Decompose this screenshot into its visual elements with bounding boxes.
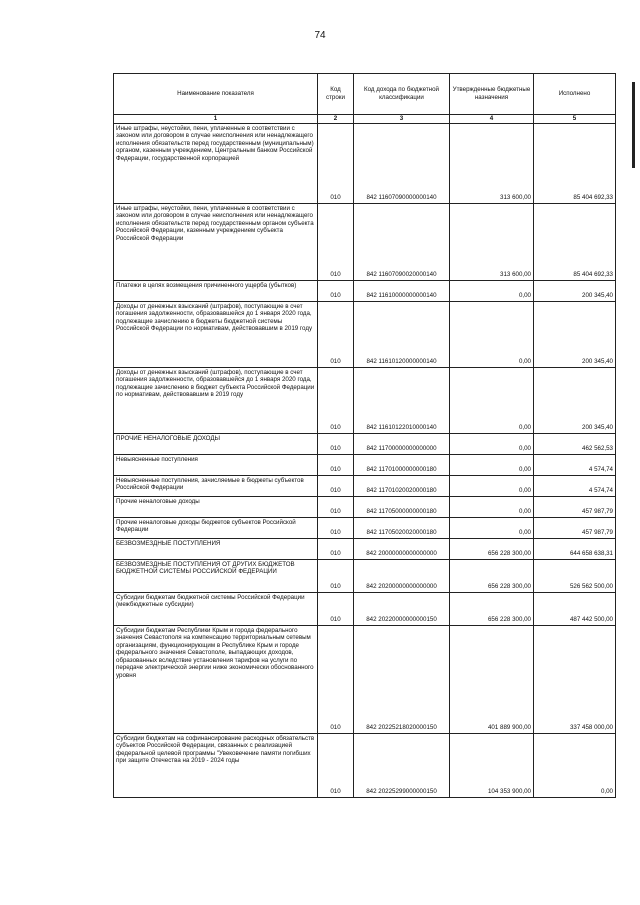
column-number: 4 [450,115,534,124]
row-executed: 487 442 500,00 [534,592,616,625]
row-executed: 200 345,40 [534,280,616,301]
row-kbk: 842 11705000000000180 [354,496,450,517]
table-row [114,433,616,454]
row-executed: 4 574,74 [534,475,616,496]
table-row [114,454,616,475]
column-number: 2 [318,115,354,124]
row-code: 010 [318,592,354,625]
table-header-row [114,74,616,115]
row-kbk: 842 11607090000000140 [354,123,450,203]
row-approved: 104 353 900,00 [450,733,534,797]
column-number: 1 [114,115,318,124]
row-code: 010 [318,625,354,733]
row-executed: 457 987,79 [534,496,616,517]
row-kbk: 842 20000000000000000 [354,538,450,559]
row-approved: 401 889 900,00 [450,625,534,733]
row-kbk: 842 11610122010000140 [354,367,450,433]
row-approved: 656 228 300,00 [450,592,534,625]
revenue-report-table [113,73,616,798]
row-name: ПРОЧИЕ НЕНАЛОГОВЫЕ ДОХОДЫ [114,433,318,454]
row-code: 010 [318,517,354,538]
row-name: Субсидии бюджетам Республики Крым и города федерального значения Севастополя на компенсацию территориальным сетевым организациям, функционирующим в Республике Крым и городе федерального значения Севастополе, выпадающих доходов, образованных вследствие установления тарифов на услуги по передаче электрической энергии ниже экономически обоснованного уровня [114,625,318,733]
row-approved: 0,00 [450,280,534,301]
row-approved: 313 600,00 [450,123,534,203]
header-executed: Исполнено [534,74,616,115]
row-name: Прочие неналоговые доходы бюджетов субъектов Российской Федерации [114,517,318,538]
row-approved: 656 228 300,00 [450,538,534,559]
row-executed: 526 562 500,00 [534,559,616,592]
table-row [114,733,616,797]
row-code: 010 [318,280,354,301]
row-code: 010 [318,123,354,203]
row-code: 010 [318,475,354,496]
row-kbk: 842 11701020020000180 [354,475,450,496]
table-row [114,625,616,733]
row-kbk: 842 11705020020000180 [354,517,450,538]
row-name: Субсидии бюджетам на софинансирование расходных обязательств субъектов Российской Федерации, связанных с реализацией федеральной целевой программы "Увековечение памяти погибших при защите Отечества на 2019 - 2024 годы [114,733,318,797]
row-name: Прочие неналоговые доходы [114,496,318,517]
table-row [114,367,616,433]
row-approved: 0,00 [450,367,534,433]
row-kbk: 842 11610120000000140 [354,301,450,367]
column-number-row [114,115,616,124]
row-approved: 0,00 [450,475,534,496]
row-approved: 0,00 [450,301,534,367]
row-name: БЕЗВОЗМЕЗДНЫЕ ПОСТУПЛЕНИЯ ОТ ДРУГИХ БЮДЖЕТОВ БЮДЖЕТНОЙ СИСТЕМЫ РОССИЙСКОЙ ФЕДЕРАЦИИ [114,559,318,592]
row-executed: 337 458 000,00 [534,625,616,733]
row-kbk: 842 20225218020000150 [354,625,450,733]
row-name: БЕЗВОЗМЕЗДНЫЕ ПОСТУПЛЕНИЯ [114,538,318,559]
row-code: 010 [318,301,354,367]
table-row [114,203,616,280]
row-name: Иные штрафы, неустойки, пени, уплаченные в соответствии с законом или договором в случае неисполнения или ненадлежащего исполнения обязательств перед государственным (муниципальным) органом, казенным учреждением, Центральным банком Российской Федерации, государственной корпорацией [114,123,318,203]
row-executed: 457 987,79 [534,517,616,538]
row-approved: 313 600,00 [450,203,534,280]
row-kbk: 842 20225299000000150 [354,733,450,797]
row-code: 010 [318,367,354,433]
row-executed: 0,00 [534,733,616,797]
row-code: 010 [318,496,354,517]
header-kbk: Код дохода по бюджетной классификации [354,74,450,115]
row-executed: 200 345,40 [534,301,616,367]
row-kbk: 842 20220000000000150 [354,592,450,625]
row-executed: 462 562,53 [534,433,616,454]
header-code: Код строки [318,74,354,115]
row-executed: 644 658 638,31 [534,538,616,559]
row-kbk: 842 11610000000000140 [354,280,450,301]
row-approved: 656 228 300,00 [450,559,534,592]
header-name: Наименование показателя [114,74,318,115]
row-code: 010 [318,559,354,592]
row-name: Невыясненные поступления [114,454,318,475]
header-approved: Утвержденные бюджетные назначения [450,74,534,115]
table-row [114,559,616,592]
row-executed: 85 404 692,33 [534,123,616,203]
table-row [114,538,616,559]
row-approved: 0,00 [450,433,534,454]
table-row [114,123,616,203]
row-code: 010 [318,203,354,280]
edge-mark [632,82,635,168]
row-approved: 0,00 [450,496,534,517]
row-kbk: 842 11607090020000140 [354,203,450,280]
row-name: Иные штрафы, неустойки, пени, уплаченные в соответствии с законом или договором в случае неисполнения или ненадлежащего исполнения обязательств перед государственным органом субъекта Российской Федерации, казенным учреждением субъекта Российской Федерации [114,203,318,280]
row-approved: 0,00 [450,454,534,475]
row-kbk: 842 20200000000000000 [354,559,450,592]
row-name: Платежи в целях возмещения причиненного ущерба (убытков) [114,280,318,301]
table-row [114,475,616,496]
page-number: 74 [314,30,326,41]
row-kbk: 842 11700000000000000 [354,433,450,454]
row-approved: 0,00 [450,517,534,538]
row-kbk: 842 11701000000000180 [354,454,450,475]
row-name: Невыясненные поступления, зачисляемые в бюджеты субъектов Российской Федерации [114,475,318,496]
row-executed: 4 574,74 [534,454,616,475]
row-code: 010 [318,538,354,559]
row-executed: 85 404 692,33 [534,203,616,280]
row-name: Доходы от денежных взысканий (штрафов), поступающие в счет погашения задолженности, образовавшейся до 1 января 2020 года, подлежащие зачислению в бюджет субъекта Российской Федерации по нормативам, действовавшим в 2019 году [114,367,318,433]
row-name: Субсидии бюджетам бюджетной системы Российской Федерации (межбюджетные субсидии) [114,592,318,625]
table-row [114,496,616,517]
column-number: 3 [354,115,450,124]
table-row [114,301,616,367]
table-row [114,517,616,538]
table-row [114,280,616,301]
row-code: 010 [318,433,354,454]
column-number: 5 [534,115,616,124]
row-code: 010 [318,733,354,797]
row-executed: 200 345,40 [534,367,616,433]
table-row [114,592,616,625]
row-name: Доходы от денежных взысканий (штрафов), поступающие в счет погашения задолженности, образовавшейся до 1 января 2020 года, подлежащие зачислению в бюджеты бюджетной системы Российской Федерации по нормативам, действовавшим в 2019 году [114,301,318,367]
row-code: 010 [318,454,354,475]
